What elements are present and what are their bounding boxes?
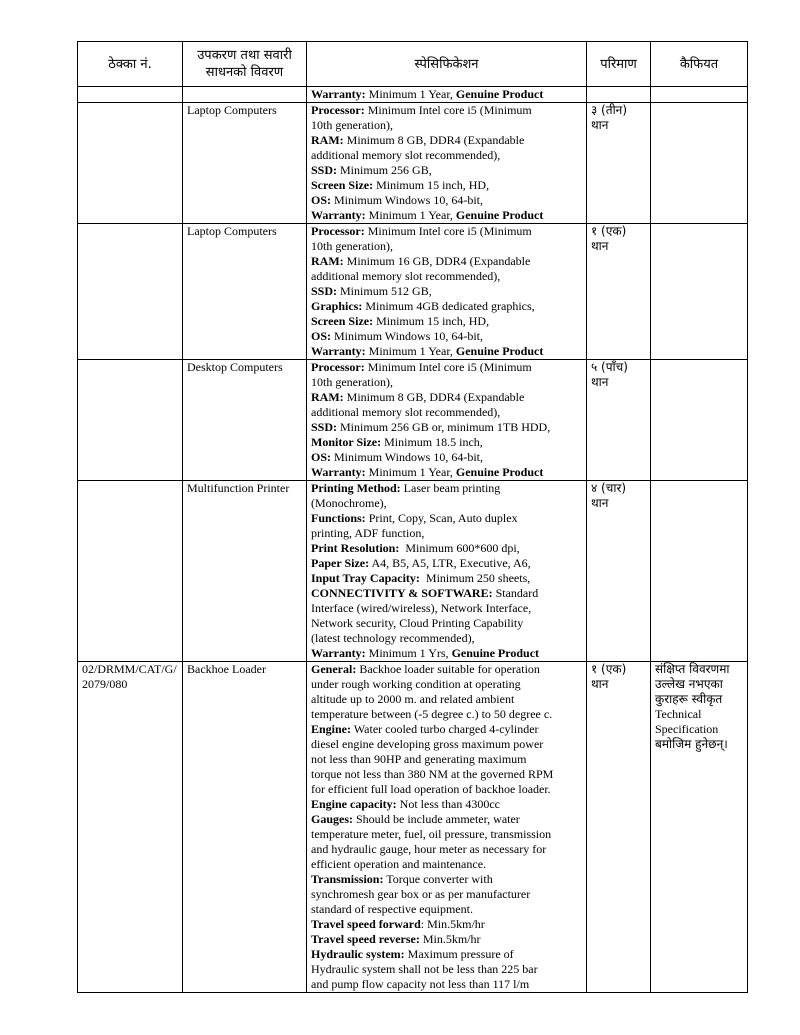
remarks-cell (651, 662, 748, 993)
table-body (78, 87, 748, 993)
spec-value: 10th generation), (311, 118, 393, 132)
spec-value: synchromesh gear box or as per manufacturer (311, 887, 531, 901)
spec-value: temperature meter, fuel, oil pressure, transmission (311, 827, 552, 841)
spec-line (311, 962, 582, 977)
spec-label: SSD: (311, 420, 338, 434)
spec-value: additional memory slot recommended), (311, 269, 501, 283)
quantity-cell (587, 481, 651, 662)
spec-value: Torque converter with (383, 872, 493, 886)
spec-line (311, 526, 582, 541)
spec-value: Minimum Windows 10, 64-bit, (331, 450, 483, 464)
spec-value: Minimum 1 Year, (365, 344, 456, 358)
remarks-line: संक्षिप्त विवरणमा (655, 662, 730, 676)
spec-line (311, 887, 582, 902)
quantity-unit: थान (591, 375, 609, 389)
spec-line (311, 677, 582, 692)
spec-value: Minimum 256 GB or, minimum 1TB HDD, (337, 420, 551, 434)
spec-value: standard of respective equipment. (311, 902, 473, 916)
spec-value: (Monochrome), (311, 496, 387, 510)
spec-value: Minimum 600*600 dpi, (399, 541, 520, 555)
specification-table (77, 41, 748, 993)
spec-label: Warranty: (311, 208, 366, 222)
specification-cell (307, 662, 587, 993)
spec-label: Warranty: (311, 646, 366, 660)
spec-value: additional memory slot recommended), (311, 405, 501, 419)
spec-line (311, 435, 582, 450)
spec-label: Transmission: (311, 872, 384, 886)
spec-line (311, 767, 582, 782)
spec-line (311, 465, 582, 480)
spec-line (311, 917, 582, 932)
spec-line (311, 601, 582, 616)
table-row (78, 87, 748, 103)
spec-value: 10th generation), (311, 375, 393, 389)
spec-line (311, 646, 582, 661)
spec-value: torque not less than 380 NM at the governed RPM (311, 767, 554, 781)
spec-value: Standard (492, 586, 539, 600)
spec-label: Screen Size: (311, 178, 374, 192)
spec-line (311, 254, 582, 269)
spec-label: Engine capacity: (311, 797, 397, 811)
spec-label: Engine: (311, 722, 352, 736)
specification-cell (307, 224, 587, 360)
contract-number-cell (78, 103, 183, 224)
remarks-cell (651, 224, 748, 360)
spec-value: : Min.5km/hr (420, 917, 485, 931)
spec-value: Min.5km/hr (419, 932, 481, 946)
remarks-line: कुराहरू स्वीकृत (655, 692, 723, 706)
spec-line (311, 541, 582, 556)
quantity-number: ३ (तीन) (591, 103, 628, 117)
spec-label: Printing Method: (311, 481, 401, 495)
spec-value: Maximum pressure of (404, 947, 514, 961)
spec-label: OS: (311, 193, 332, 207)
spec-value: Laser beam printing (400, 481, 501, 495)
spec-label: Functions: (311, 511, 366, 525)
genuine-product-label: Genuine Product (451, 646, 540, 660)
equipment-name-cell: Desktop Computers (183, 360, 307, 481)
quantity-number: ५ (पाँच) (591, 360, 628, 374)
spec-value: Minimum 1 Year, (365, 208, 456, 222)
spec-label: Warranty: (311, 87, 366, 101)
equipment-name-cell (183, 87, 307, 103)
spec-label: RAM: (311, 133, 344, 147)
spec-line (311, 722, 582, 737)
spec-value: Should be include ammeter, water (353, 812, 520, 826)
spec-line (311, 752, 582, 767)
spec-line (311, 662, 582, 677)
spec-value: Minimum 8 GB, DDR4 (Expandable (343, 133, 525, 147)
genuine-product-label: Genuine Product (455, 465, 544, 479)
header-contract-no: ठेक्का नं. (78, 42, 183, 87)
quantity-cell (587, 224, 651, 360)
remarks-line: Technical (655, 707, 702, 721)
contract-number-cell (78, 87, 183, 103)
spec-label: RAM: (311, 254, 344, 268)
quantity-unit: थान (591, 118, 609, 132)
spec-value: altitude up to 2000 m. and related ambient (311, 692, 515, 706)
header-quantity: परिमाण (587, 42, 651, 87)
header-specification: स्पेसिफिकेशन (307, 42, 587, 87)
spec-line (311, 616, 582, 631)
spec-value: Minimum Intel core i5 (Minimum (364, 360, 532, 374)
spec-label: Gauges: (311, 812, 353, 826)
spec-value: temperature between (-5 degree c.) to 50 degree c. (311, 707, 553, 721)
spec-value: Minimum 8 GB, DDR4 (Expandable (343, 390, 525, 404)
spec-line (311, 269, 582, 284)
spec-line (311, 375, 582, 390)
spec-value: A4, B5, A5, LTR, Executive, A6, (369, 556, 531, 570)
contract-number-cell (78, 360, 183, 481)
specification-cell (307, 87, 587, 103)
contract-number-cell: 02/DRMM/CAT/G/2079/080 (78, 662, 183, 993)
contract-number-cell (78, 224, 183, 360)
quantity-cell (587, 662, 651, 993)
spec-label: OS: (311, 329, 332, 343)
quantity-cell (587, 360, 651, 481)
spec-value: printing, ADF function, (311, 526, 425, 540)
spec-label: OS: (311, 450, 332, 464)
table-row (78, 103, 748, 224)
spec-line (311, 87, 582, 102)
specification-cell (307, 481, 587, 662)
spec-label: CONNECTIVITY & SOFTWARE: (311, 586, 493, 600)
quantity-cell (587, 103, 651, 224)
spec-value: Minimum 1 Year, (365, 465, 456, 479)
spec-label: Travel speed reverse: (311, 932, 420, 946)
table-row (78, 360, 748, 481)
equipment-name-cell: Backhoe Loader (183, 662, 307, 993)
spec-label: Paper Size: (311, 556, 370, 570)
spec-line (311, 344, 582, 359)
spec-value: not less than 90HP and generating maximum (311, 752, 527, 766)
spec-line (311, 450, 582, 465)
spec-line (311, 872, 582, 887)
genuine-product-label: Genuine Product (455, 87, 544, 101)
spec-value: Not less than 4300cc (396, 797, 500, 811)
remarks-cell (651, 481, 748, 662)
spec-line (311, 977, 582, 992)
spec-value: Minimum Windows 10, 64-bit, (331, 329, 483, 343)
spec-value: 10th generation), (311, 239, 393, 253)
spec-line (311, 390, 582, 405)
spec-value: Minimum 1 Yrs, (365, 646, 452, 660)
spec-value: Minimum 15 inch, HD, (373, 314, 490, 328)
spec-line (311, 118, 582, 133)
spec-line (311, 405, 582, 420)
quantity-unit: थान (591, 496, 609, 510)
spec-value: for efficient full load operation of backhoe loader. (311, 782, 551, 796)
spec-line (311, 812, 582, 827)
spec-line (311, 797, 582, 812)
spec-value: Minimum 512 GB, (337, 284, 432, 298)
spec-value: Minimum 18.5 inch, (381, 435, 483, 449)
spec-value: (latest technology recommended), (311, 631, 475, 645)
quantity-number: ४ (चार) (591, 481, 627, 495)
spec-line (311, 932, 582, 947)
spec-label: Hydraulic system: (311, 947, 405, 961)
spec-line (311, 178, 582, 193)
spec-label: Warranty: (311, 344, 366, 358)
quantity-number: १ (एक) (591, 662, 627, 676)
spec-line (311, 586, 582, 601)
quantity-unit: थान (591, 239, 609, 253)
spec-label: Print Resolution: (311, 541, 400, 555)
spec-value: Backhoe loader suitable for operation (356, 662, 540, 676)
spec-label: Travel speed forward (311, 917, 421, 931)
spec-line (311, 314, 582, 329)
specification-cell (307, 360, 587, 481)
spec-label: Warranty: (311, 465, 366, 479)
spec-label: Processor: (311, 224, 365, 238)
equipment-name-cell: Laptop Computers (183, 103, 307, 224)
spec-line (311, 329, 582, 344)
table-row (78, 481, 748, 662)
spec-line (311, 631, 582, 646)
spec-line (311, 284, 582, 299)
header-remarks: कैफियत (651, 42, 748, 87)
spec-value: under rough working condition at operating (311, 677, 521, 691)
spec-line (311, 496, 582, 511)
spec-line (311, 707, 582, 722)
spec-line (311, 103, 582, 118)
spec-line (311, 193, 582, 208)
spec-label: SSD: (311, 163, 338, 177)
spec-value: and hydraulic gauge, hour meter as necessary for (311, 842, 547, 856)
spec-label: Monitor Size: (311, 435, 382, 449)
spec-line (311, 782, 582, 797)
remarks-cell (651, 360, 748, 481)
spec-value: Minimum 15 inch, HD, (373, 178, 490, 192)
remarks-line: बमोजिम हुनेछन्। (655, 737, 728, 751)
spec-value: Minimum 250 sheets, (419, 571, 531, 585)
spec-value: Minimum Windows 10, 64-bit, (331, 193, 483, 207)
spec-line (311, 481, 582, 496)
spec-value: Water cooled turbo charged 4-cylinder (351, 722, 539, 736)
spec-value: efficient operation and maintenance. (311, 857, 487, 871)
spec-label: Processor: (311, 360, 365, 374)
remarks-line: Specification (655, 722, 719, 736)
remarks-line: उल्लेख नभएका (655, 677, 723, 691)
spec-line (311, 239, 582, 254)
spec-line (311, 420, 582, 435)
spec-line (311, 299, 582, 314)
spec-label: RAM: (311, 390, 344, 404)
spec-value: additional memory slot recommended), (311, 148, 501, 162)
spec-label: SSD: (311, 284, 338, 298)
genuine-product-label: Genuine Product (455, 344, 544, 358)
spec-line (311, 511, 582, 526)
table-row (78, 662, 748, 993)
spec-line (311, 148, 582, 163)
remarks-cell (651, 87, 748, 103)
spec-value: Minimum Intel core i5 (Minimum (364, 224, 532, 238)
header-equipment: उपकरण तथा सवारी साधनको विवरण (183, 42, 307, 87)
spec-line (311, 827, 582, 842)
quantity-unit: थान (591, 677, 609, 691)
spec-value: Network security, Cloud Printing Capability (311, 616, 524, 630)
spec-line (311, 692, 582, 707)
spec-value: Minimum 16 GB, DDR4 (Expandable (343, 254, 531, 268)
contract-number-cell (78, 481, 183, 662)
equipment-name-cell: Multifunction Printer (183, 481, 307, 662)
spec-value: Minimum 4GB dedicated graphics, (362, 299, 535, 313)
specification-cell (307, 103, 587, 224)
spec-line (311, 208, 582, 223)
equipment-name-cell: Laptop Computers (183, 224, 307, 360)
spec-value: and pump flow capacity not less than 117 l/m (311, 977, 530, 991)
spec-line (311, 737, 582, 752)
spec-value: Print, Copy, Scan, Auto duplex (365, 511, 518, 525)
spec-value: Minimum Intel core i5 (Minimum (364, 103, 532, 117)
table-row (78, 224, 748, 360)
spec-line (311, 360, 582, 375)
spec-line (311, 133, 582, 148)
spec-line (311, 163, 582, 178)
spec-line (311, 556, 582, 571)
spec-label: Screen Size: (311, 314, 374, 328)
spec-value: diesel engine developing gross maximum power (311, 737, 544, 751)
spec-label: General: (311, 662, 357, 676)
quantity-cell (587, 87, 651, 103)
spec-line (311, 902, 582, 917)
spec-line (311, 571, 582, 586)
spec-value: Hydraulic system shall not be less than 225 bar (311, 962, 538, 976)
spec-value: Minimum 1 Year, (365, 87, 456, 101)
spec-value: Interface (wired/wireless), Network Interface, (311, 601, 532, 615)
remarks-cell (651, 103, 748, 224)
quantity-number: १ (एक) (591, 224, 627, 238)
spec-label: Input Tray Capacity: (311, 571, 420, 585)
genuine-product-label: Genuine Product (455, 208, 544, 222)
spec-label: Processor: (311, 103, 365, 117)
spec-line (311, 224, 582, 239)
header-row (78, 42, 748, 87)
spec-line (311, 857, 582, 872)
spec-line (311, 947, 582, 962)
spec-line (311, 842, 582, 857)
spec-label: Graphics: (311, 299, 363, 313)
spec-value: Minimum 256 GB, (337, 163, 432, 177)
